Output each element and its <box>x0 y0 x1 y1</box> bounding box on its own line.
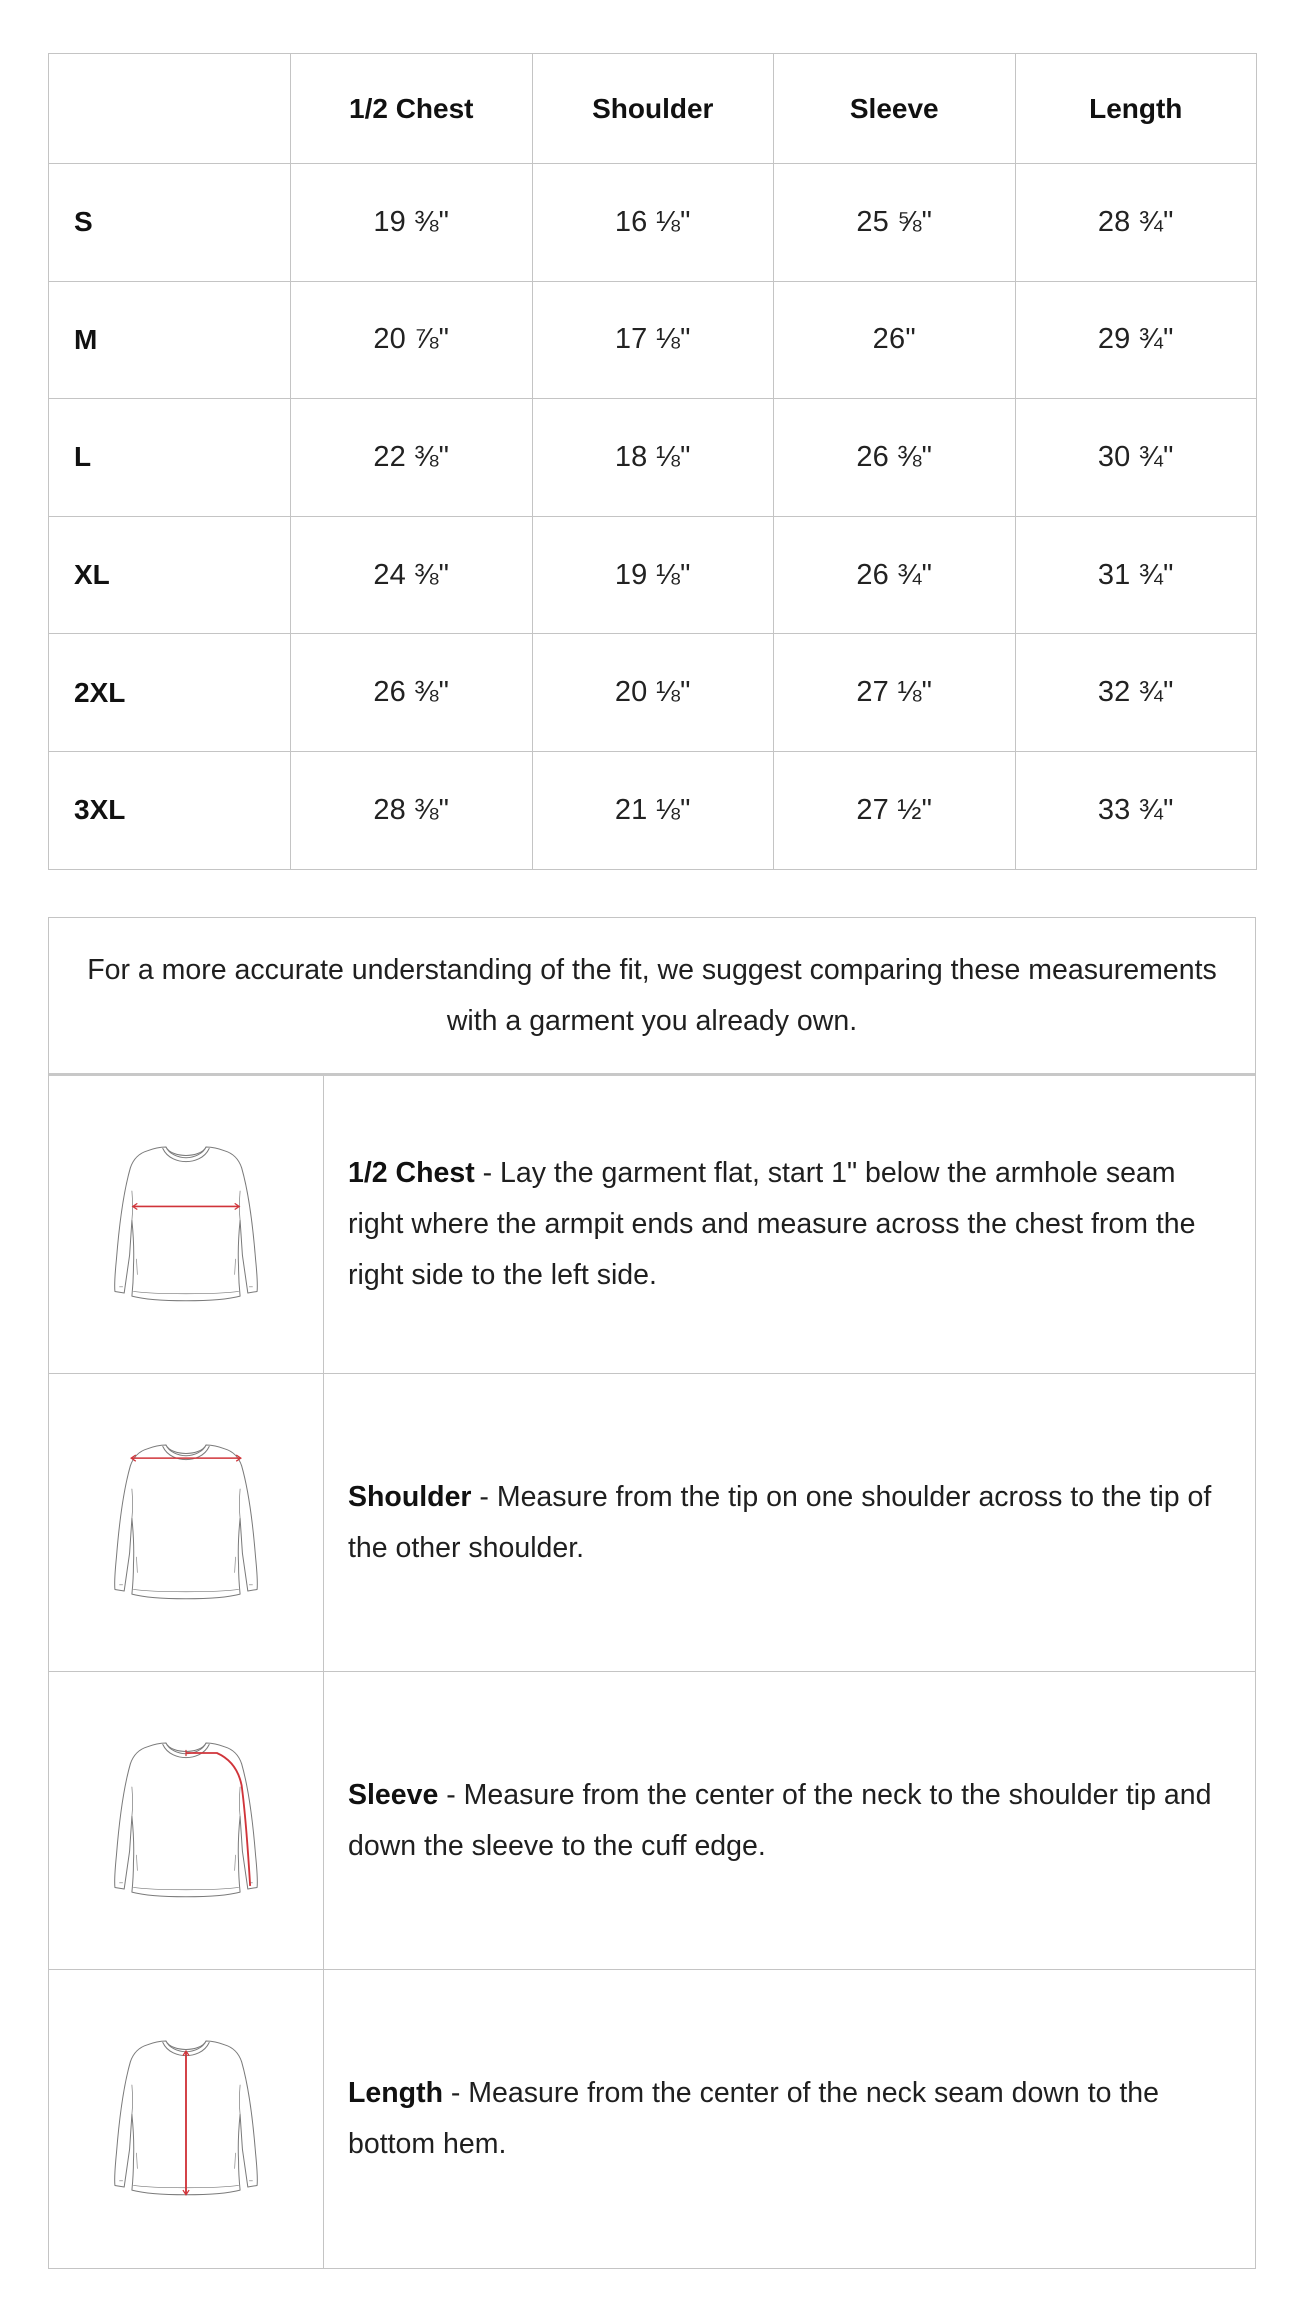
guide-text-cell <box>324 1374 1255 1671</box>
header-shoulder: Shoulder <box>532 54 774 164</box>
chest-value: 22 ⅜" <box>291 399 533 517</box>
header-sleeve: Sleeve <box>774 54 1016 164</box>
shoulder-measure-shirt-icon <box>101 1418 271 1628</box>
guide-detail: - Lay the garment flat, start 1" below the armhole seam right where the armpit ends and measure across the chest from the right side to the left side. <box>348 1157 1196 1291</box>
chest-value: 26 ⅜" <box>291 634 533 752</box>
table-row <box>49 751 1257 869</box>
guide-image-cell <box>49 1970 324 2268</box>
length-value: 33 ¾" <box>1015 751 1257 869</box>
guide-term: Shoulder <box>348 1480 472 1513</box>
size-label: L <box>49 399 291 517</box>
length-value: 31 ¾" <box>1015 516 1257 634</box>
size-label: S <box>49 164 291 282</box>
shoulder-value: 16 ⅛" <box>532 164 774 282</box>
table-row <box>49 634 1257 752</box>
size-label: 3XL <box>49 751 291 869</box>
guide-image-cell <box>49 1076 324 1373</box>
sleeve-value: 27 ⅛" <box>774 634 1016 752</box>
chest-measure-shirt-icon <box>101 1120 271 1330</box>
size-label: XL <box>49 516 291 634</box>
guide-text-cell <box>324 1970 1255 2268</box>
chest-value: 19 ⅜" <box>291 164 533 282</box>
size-label: 2XL <box>49 634 291 752</box>
guide-term: Length <box>348 2077 443 2109</box>
length-measure-shirt-icon <box>101 2014 271 2224</box>
guide-description <box>348 1770 1225 1872</box>
guide-detail: - Measure from the center of the neck seam down to the bottom hem. <box>348 2077 1160 2160</box>
size-chart-table <box>48 53 1257 870</box>
sleeve-value: 25 ⅝" <box>774 164 1016 282</box>
sleeve-value: 26 ¾" <box>774 516 1016 634</box>
sleeve-measure-shirt-icon <box>101 1716 271 1926</box>
header-chest: 1/2 Chest <box>291 54 533 164</box>
table-header-row <box>49 54 1257 164</box>
guide-row-length <box>49 1970 1255 2268</box>
guide-text-cell <box>324 1076 1255 1373</box>
guide-detail: - Measure from the tip on one shoulder across to the tip of the other shoulder. <box>348 1480 1212 1564</box>
chest-value: 20 ⅞" <box>291 281 533 399</box>
table-row <box>49 399 1257 517</box>
guide-detail: - Measure from the center of the neck to the shoulder tip and down the sleeve to the cuff edge. <box>348 1778 1212 1862</box>
guide-term: 1/2 Chest <box>348 1157 475 1189</box>
measuring-guide <box>48 917 1256 2269</box>
guide-description <box>348 2068 1225 2170</box>
length-value: 32 ¾" <box>1015 634 1257 752</box>
shoulder-value: 18 ⅛" <box>532 399 774 517</box>
sleeve-value: 26 ⅜" <box>774 399 1016 517</box>
guide-row-sleeve <box>49 1672 1255 1970</box>
guide-intro-text <box>49 918 1255 1076</box>
table-row <box>49 164 1257 282</box>
guide-description <box>348 1472 1225 1574</box>
length-value: 28 ¾" <box>1015 164 1257 282</box>
shoulder-value: 17 ⅛" <box>532 281 774 399</box>
guide-description <box>348 1148 1225 1301</box>
chest-value: 24 ⅜" <box>291 516 533 634</box>
length-value: 30 ¾" <box>1015 399 1257 517</box>
table-row <box>49 516 1257 634</box>
intro-line-1: For a more accurate understanding of the fit, we suggest comparing these measurements <box>87 953 1217 986</box>
size-label: M <box>49 281 291 399</box>
sleeve-value: 27 ½" <box>774 751 1016 869</box>
guide-row-chest <box>49 1076 1255 1374</box>
chest-value: 28 ⅜" <box>291 751 533 869</box>
header-empty-cell <box>49 54 291 164</box>
guide-image-cell <box>49 1672 324 1969</box>
intro-line-2: with a garment you already own. <box>446 1004 858 1037</box>
shoulder-value: 20 ⅛" <box>532 634 774 752</box>
header-length: Length <box>1015 54 1257 164</box>
guide-text-cell <box>324 1672 1255 1969</box>
length-value: 29 ¾" <box>1015 281 1257 399</box>
guide-row-shoulder <box>49 1374 1255 1672</box>
guide-image-cell <box>49 1374 324 1671</box>
shoulder-value: 21 ⅛" <box>532 751 774 869</box>
table-row <box>49 281 1257 399</box>
shoulder-value: 19 ⅛" <box>532 516 774 634</box>
guide-term: Sleeve <box>348 1778 439 1811</box>
sleeve-value: 26" <box>774 281 1016 399</box>
